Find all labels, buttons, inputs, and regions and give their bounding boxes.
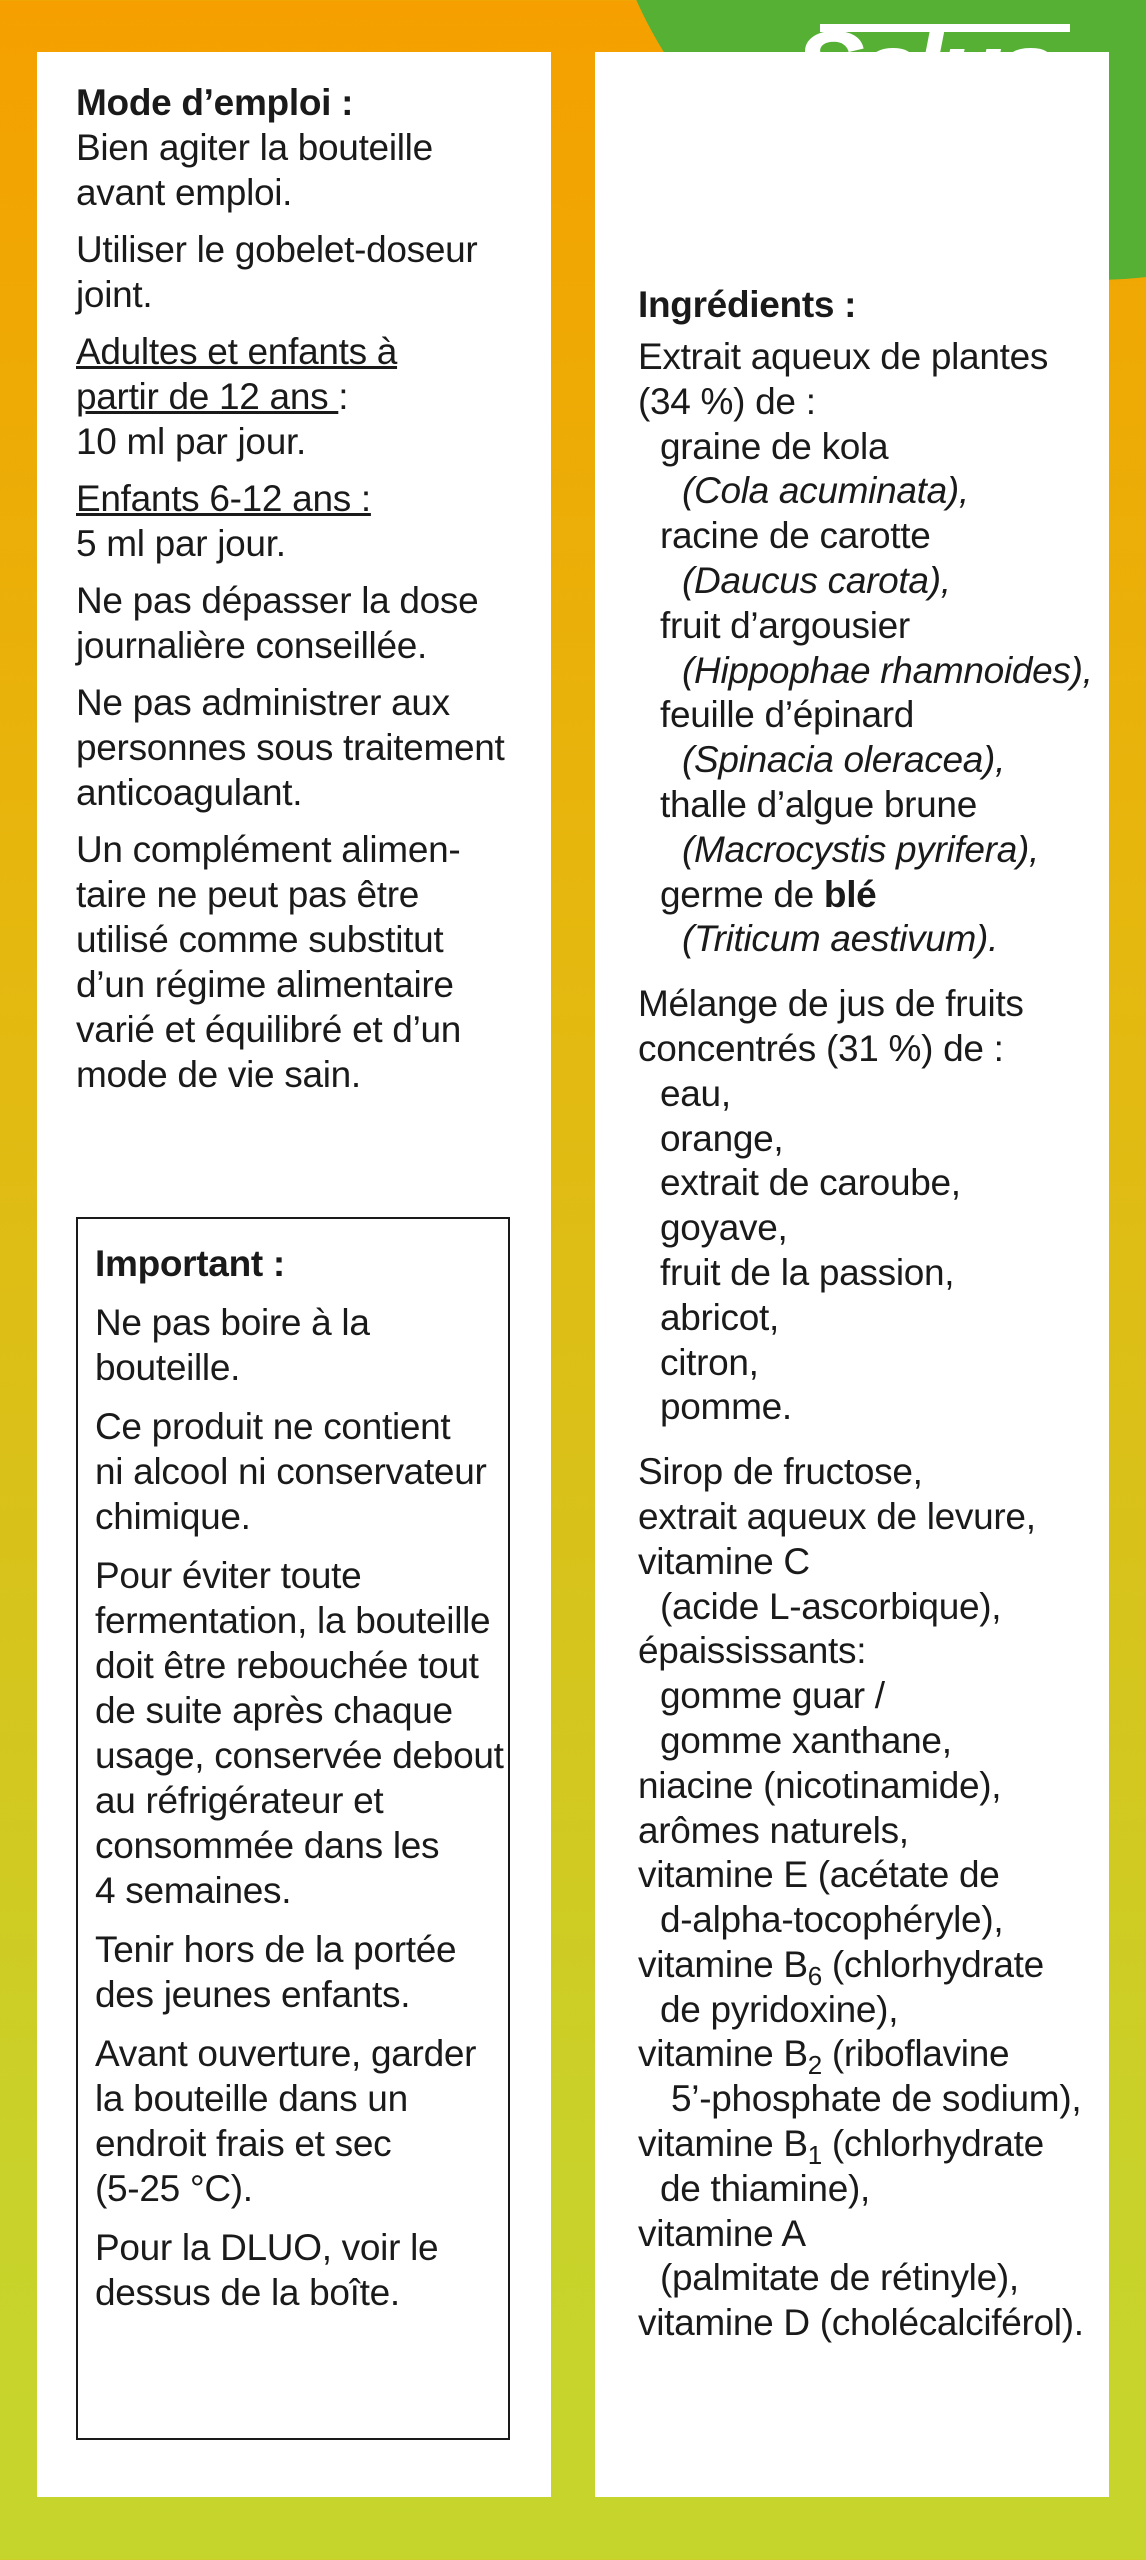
juice-item: citron,: [660, 1341, 759, 1383]
child-dosage: Enfants 6-12 ans : 5 ml par jour.: [76, 478, 371, 564]
no-drinking-from-bottle: Ne pas boire à la bouteille.: [95, 1302, 370, 1388]
plant-name: thalle d’algue brune: [660, 783, 977, 825]
allergen-wheat: blé: [823, 873, 877, 915]
fruit-juice-group: Mélange de jus de fruits concentrés (31 %) de : eau, orange, extrait de caroube, goyave, fruit de la passion, abricot, citron, pomme.: [638, 982, 1109, 1430]
storage-before-opening: Avant ouverture, garder la bouteille dans un endroit frais et sec (5-25 °C).: [95, 2033, 477, 2209]
plant-latin: (Cola acuminata),: [682, 470, 969, 512]
plant-name: racine de carotte: [660, 515, 931, 557]
plant-name: feuille d’épinard: [660, 694, 915, 736]
adult-dosage: Adultes et enfants à partir de 12 ans : 10 ml par jour.: [76, 331, 398, 462]
vitamin-b6-line: vitamine $B_6$ (chlorhydrate: [638, 1943, 1044, 1991]
storage-after-opening: Pour éviter toute fermentation, la bouteille doit être rebouchée tout de suite après chaque usage, conservée debout au réfrigérateur et consommée dans les 4 semaines.: [95, 1555, 504, 1911]
ingredients-panel: [595, 52, 1109, 2497]
plant-latin: (Spinacia oleracea),: [682, 739, 1006, 781]
keep-away-from-children: Tenir hors de la portée des jeunes enfants.: [95, 1929, 457, 2015]
usage-panel: [37, 52, 551, 2497]
vitamin-b1-line: vitamine $B_1$ (chlorhydrate: [638, 2123, 1044, 2171]
juice-item: fruit de la passion,: [660, 1251, 955, 1293]
plant-name: fruit d’argousier: [660, 604, 910, 646]
plant-latin: (Daucus carota),: [682, 559, 951, 601]
important-box: [76, 1217, 510, 2440]
vitamin-b2-line: vitamine $B_2$ (riboflavine: [638, 2033, 1010, 2081]
shake-instruction: Bien agiter la bouteille avant emploi.: [76, 127, 433, 213]
usage-heading: Mode d’emploi :: [76, 82, 354, 123]
plant-latin: (Triticum aestivum).: [682, 918, 999, 960]
measuring-cup-instruction: Utiliser le gobelet-doseur joint.: [76, 229, 478, 315]
wheat-germ-line: germe de blé: [660, 873, 877, 915]
anticoagulant-warning: Ne pas administrer aux personnes sous traitement anticoagulant.: [76, 682, 505, 813]
juice-item: eau,: [660, 1072, 731, 1114]
juice-item: goyave,: [660, 1207, 788, 1249]
plant-extract-group: Extrait aqueux de plantes (34 %) de : graine de kola (Cola acuminata), racine de carotte (Daucus carota), fruit d’argousier (Hippophae rhamnoides), feuille d’épinard (Spinacia oleracea), thalle d’algue brune (Macrocystis pyrifera), germe de blé (Triticum aestivum).: [638, 335, 1109, 962]
plant-latin: (Hippophae rhamnoides),: [682, 649, 1093, 691]
juice-item: pomme.: [660, 1386, 792, 1428]
other-ingredients-group: Sirop de fructose, extrait aqueux de levure, vitamine C (acide L-ascorbique), épaississants: gomme guar / gomme xanthane, niacine (nicotinamide), arômes naturels, vitamine E (acétate de d-alpha-tocophéryle), vitamine $B_6$ (chlorhydrate de pyridoxine), vitamine $B_2$ (riboflavine 5’-phosphate de sodium), vitamine $B_1$ (chlorhydrate de thiamine), vitamine A (palmitate de rétinyle), vitamine D (cholécalciférol).: [638, 1450, 1109, 2346]
best-before-note: Pour la DLUO, voir le dessus de la boîte.: [95, 2227, 439, 2313]
plant-name: graine de kola: [660, 425, 889, 467]
max-dose-warning: Ne pas dépasser la dose journalière conseillée.: [76, 580, 479, 666]
plant-latin: (Macrocystis pyrifera),: [682, 828, 1039, 870]
supplement-disclaimer: Un complément alimen- taire ne peut pas être utilisé comme substitut d’un régime alimentaire varié et équilibré et d’un mode de vie sain.: [76, 829, 462, 1095]
ingredients-heading: Ingrédients :: [638, 284, 857, 325]
important-heading: Important :: [95, 1243, 285, 1284]
no-preservatives-note: Ce produit ne contient ni alcool ni conservateur chimique.: [95, 1406, 487, 1537]
juice-item: orange,: [660, 1117, 784, 1159]
juice-item: abricot,: [660, 1296, 779, 1338]
juice-item: extrait de caroube,: [660, 1162, 961, 1204]
